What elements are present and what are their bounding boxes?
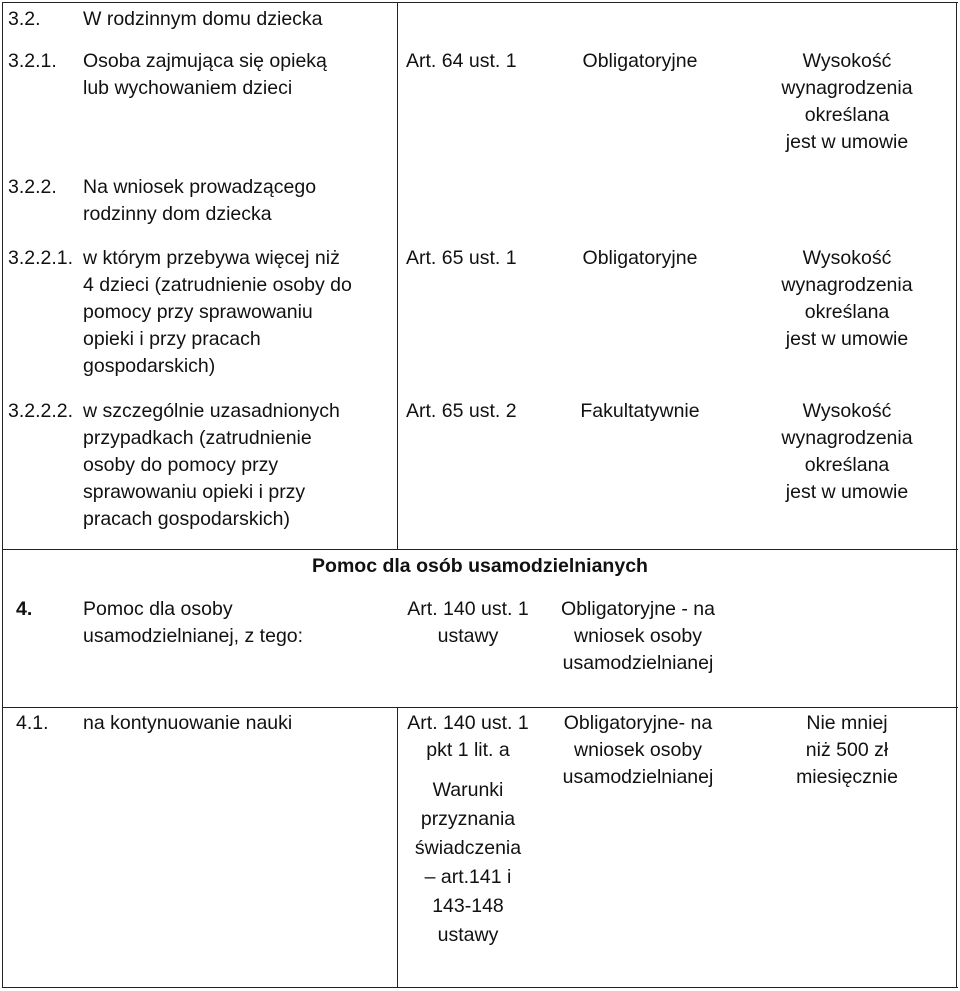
row-amount: Nie mniej niż 500 zł miesięcznie	[796, 712, 898, 788]
row-number: 4.1.	[16, 712, 49, 734]
row-description: Na wniosek prowadzącego rodzinny dom dziecka	[83, 176, 317, 225]
row-type: Obligatoryjne	[582, 247, 698, 269]
row-amount: Wysokość wynagrodzenia określana jest w umowie	[781, 50, 913, 153]
table-border-right	[956, 2, 957, 987]
section-heading: Pomoc dla osób usamodzielnianych	[312, 555, 648, 577]
row-legal-basis: Art. 64 ust. 1	[406, 50, 517, 72]
row-legal-basis: Art. 65 ust. 1	[406, 247, 517, 269]
row-description: Pomoc dla osoby usamodzielnianej, z tego:	[83, 598, 304, 647]
row-number: 3.2.2.2.	[8, 400, 74, 422]
row-description: w którym przebywa więcej niż 4 dzieci (zatrudnienie osoby do pomocy przy sprawowaniu opieki i przy pracach gospodarskich)	[83, 247, 352, 377]
row-number: 3.2.	[8, 8, 41, 30]
divider-before-section-heading	[2, 549, 958, 550]
row-description: W rodzinnym domu dziecka	[83, 8, 323, 30]
row-legal-basis-note: Warunki przyznania świadczenia – art.141 i 143-148 ustawy	[414, 779, 522, 946]
row-amount: Wysokość wynagrodzenia określana jest w umowie	[781, 247, 913, 350]
row-legal-basis: Art. 140 ust. 1 pkt 1 lit. a	[407, 712, 529, 761]
row-legal-basis: Art. 140 ust. 1 ustawy	[407, 598, 529, 647]
row-description: Osoba zajmująca się opieką lub wychowaniem dzieci	[83, 50, 327, 99]
row-amount: Wysokość wynagrodzenia określana jest w umowie	[781, 400, 913, 503]
divider-before-row-4-1	[2, 707, 958, 708]
row-number: 4.	[16, 598, 33, 620]
row-type: Obligatoryjne - na wniosek osoby usamodzielnianej	[561, 598, 715, 674]
column-divider-number	[2, 707, 3, 987]
table-border-top	[2, 2, 958, 3]
row-number: 3.2.2.1.	[8, 247, 74, 269]
row-legal-basis: Art. 65 ust. 2	[406, 400, 517, 422]
column-divider-description	[397, 2, 398, 549]
row-type: Fakultatywnie	[580, 400, 700, 422]
table-border-bottom	[2, 987, 958, 988]
row-number: 3.2.1.	[8, 50, 57, 72]
row-description: na kontynuowanie nauki	[83, 712, 293, 734]
row-type: Obligatoryjne- na wniosek osoby usamodzielnianej	[562, 712, 714, 788]
row-type: Obligatoryjne	[582, 50, 698, 72]
row-description: w szczególnie uzasadnionych przypadkach (zatrudnienie osoby do pomocy przy sprawowaniu opieki i przy pracach gospodarskich)	[83, 400, 340, 530]
row-number: 3.2.2.	[8, 176, 57, 198]
